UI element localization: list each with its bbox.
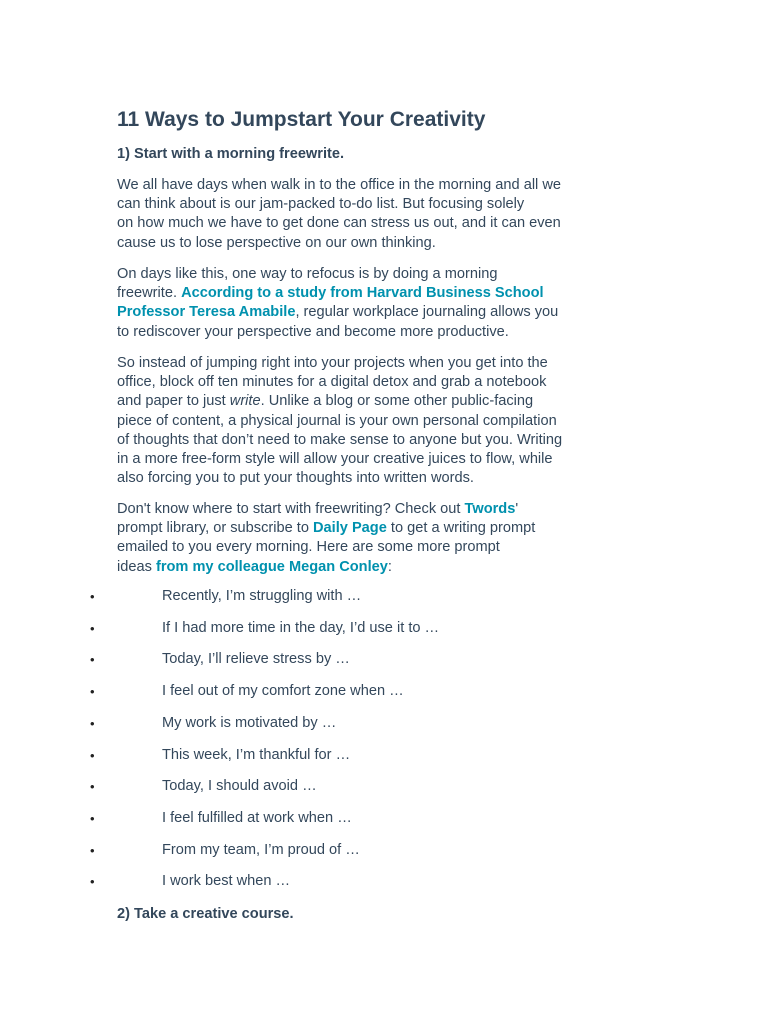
list-item: [0, 683, 768, 705]
paragraph-1-line: We all have days when walk in to the office in the morning and all we: [117, 177, 562, 193]
paragraph-4-text: prompt library, or subscribe to: [117, 520, 314, 537]
list-item: [0, 620, 768, 642]
paragraph-4-text: :: [387, 558, 392, 575]
paragraph-2-line: to rediscover your perspective and become more productive.: [117, 323, 509, 340]
list-item: [0, 873, 768, 895]
prompt-text: From my team, I’m proud of …: [162, 841, 360, 858]
paragraph-3-text: and paper to just: [117, 393, 230, 410]
paragraph-2-text: , regular workplace journaling allows you: [295, 304, 559, 321]
list-item: [0, 778, 768, 800]
paragraph-3-line: [117, 392, 657, 411]
bullet-icon: •: [90, 842, 95, 858]
list-item: [0, 651, 768, 673]
bullet-icon: •: [90, 589, 95, 604]
paragraph-4: [117, 500, 657, 577]
paragraph-4-text: ': [515, 501, 519, 517]
paragraph-3: [117, 354, 657, 488]
list-item: [0, 588, 768, 610]
prompt-text: Recently, I’m struggling with …: [162, 588, 362, 604]
twords-link[interactable]: Twords: [464, 501, 516, 517]
paragraph-3-line: office, block off ten minutes for a digital detox and grab a notebook: [117, 374, 547, 391]
paragraph-4-text: ideas: [117, 558, 156, 575]
bullet-icon: •: [90, 874, 95, 890]
bullet-icon: •: [90, 747, 95, 763]
prompt-text: I work best when …: [162, 873, 291, 890]
paragraph-1-line: can think about is our jam-packed to-do list. But focusing solely: [117, 196, 525, 213]
bullet-icon: •: [90, 779, 95, 795]
list-item: [0, 810, 768, 832]
paragraph-2-text: freewrite.: [117, 285, 182, 302]
paragraph-4-text: Don't know where to start with freewriting? Check out: [117, 501, 465, 517]
paragraph-3-line: also forcing you to put your thoughts into written words.: [117, 470, 474, 487]
prompt-text: Today, I’ll relieve stress by …: [162, 651, 350, 668]
bullet-icon: •: [90, 715, 95, 731]
paragraph-4-line: [117, 558, 657, 577]
list-item: [0, 747, 768, 769]
paragraph-3-line: piece of content, a physical journal is your own personal compilation: [117, 412, 557, 429]
paragraph-1-line: cause us to lose perspective on our own thinking.: [117, 234, 436, 251]
prompt-text: Today, I should avoid …: [162, 778, 317, 795]
prompt-text: I feel fulfilled at work when …: [162, 809, 352, 826]
paragraph-4-line: [117, 519, 657, 538]
prompt-text: I feel out of my comfort zone when …: [162, 683, 404, 700]
list-item: [0, 715, 768, 737]
section-1-heading: 1) Start with a morning freewrite.: [117, 146, 345, 162]
daily-page-link[interactable]: Daily Page: [313, 520, 387, 537]
paragraph-4-line: emailed to you every morning. Here are some more prompt: [117, 539, 500, 556]
prompt-text: My work is motivated by …: [162, 714, 337, 731]
teresa-amabile-link[interactable]: Professor Teresa Amabile: [117, 304, 296, 321]
write-emphasis: write: [229, 393, 261, 410]
paragraph-2-line: [117, 303, 657, 322]
paragraph-4-line: [117, 500, 657, 519]
bullet-icon: •: [90, 620, 95, 636]
paragraph-2-line: [117, 284, 657, 303]
bullet-icon: •: [90, 684, 95, 700]
paragraph-3-text: . Unlike a blog or some other public-facing: [260, 393, 534, 410]
paragraph-3-line: So instead of jumping right into your projects when you get into the: [117, 355, 548, 371]
paragraph-3-line: in a more free-form style will allow your creative juices to flow, while: [117, 451, 553, 468]
paragraph-2-line: On days like this, one way to refocus is by doing a morning: [117, 266, 498, 282]
section-2-heading: 2) Take a creative course.: [117, 906, 294, 922]
bullet-icon: •: [90, 810, 95, 826]
article-title: 11 Ways to Jumpstart Your Creativity: [117, 108, 486, 131]
prompt-text: This week, I’m thankful for …: [162, 746, 351, 763]
megan-conley-link[interactable]: from my colleague Megan Conley: [155, 558, 388, 575]
paragraph-1: [117, 176, 657, 253]
bullet-icon: •: [90, 652, 95, 668]
prompt-text: If I had more time in the day, I’d use it to …: [162, 619, 440, 636]
list-item: [0, 842, 768, 864]
paragraph-3-line: of thoughts that don’t need to make sense to anyone but you. Writing: [117, 431, 563, 448]
paragraph-1-line: on how much we have to get done can stress us out, and it can even: [117, 215, 561, 232]
harvard-study-link[interactable]: According to a study from Harvard Business School: [181, 285, 544, 302]
paragraph-4-text: to get a writing prompt: [386, 520, 536, 537]
paragraph-2: [117, 265, 657, 342]
